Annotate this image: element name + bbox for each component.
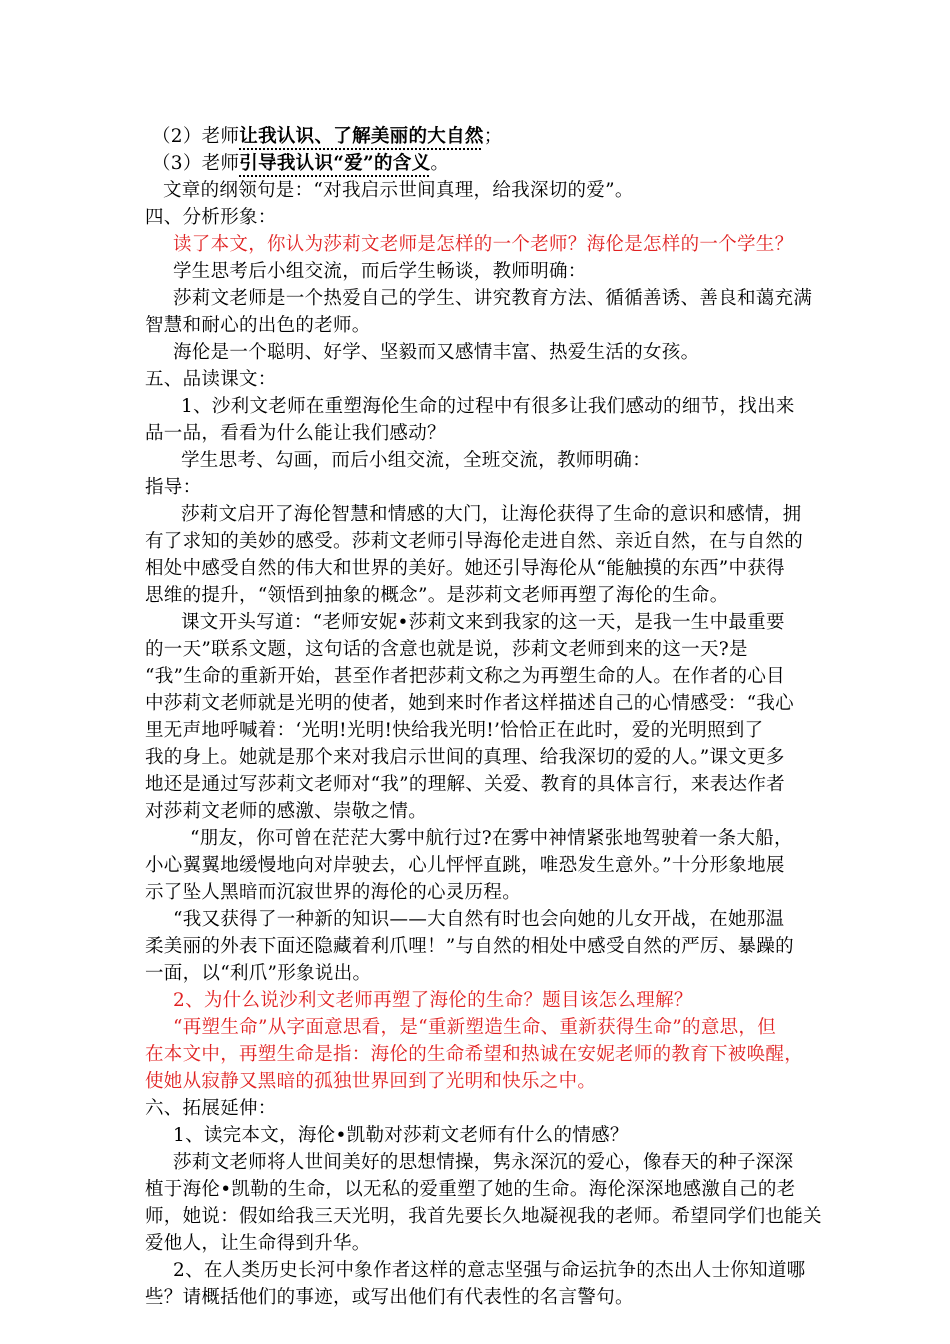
text-line: 学生思考后小组交流，而后学生畅谈，教师明确： [173, 261, 587, 282]
text-line: 示了坠人黑暗而沉寂世界的海伦的心灵历程。 [145, 882, 522, 903]
text-line: 里无声地呼喊着：‘光明!光明!快给我光明!’恰恰正在此时，爱的光明照到了 [145, 720, 764, 741]
list-item: （3）老师引导我认识“爱”的含义。 [152, 153, 450, 174]
text-line: 1、沙利文老师在重塑海伦生命的过程中有很多让我们感动的细节，找出来 [181, 396, 795, 417]
text-line: “我”生命的重新开始，甚至作者把莎莉文称之为再塑生命的人。在作者的心目 [145, 666, 785, 687]
text-line: 课文开头写道：“老师安妮•莎莉文来到我家的这一天，是我一生中最重要 [181, 612, 785, 633]
text-line: 些？请概括他们的事迹，或写出他们有代表性的名言警句。 [145, 1287, 634, 1308]
text-line: 1、读完本文，海伦•凯勒对莎莉文老师有什么的情感？ [173, 1125, 629, 1146]
section-heading: 六、拓展延伸： [145, 1098, 277, 1119]
text-line: 品一品，看看为什么能让我们感动？ [145, 423, 446, 444]
answer-text: 使她从寂静又黑暗的孤独世界回到了光明和快乐之中。 [145, 1071, 597, 1092]
text-line: 一面，以“利爪”形象说出。 [145, 963, 372, 984]
section-heading: 五、品读课文： [145, 369, 277, 390]
text-line: 2、在人类历史长河中象作者这样的意志坚强与命运抗争的杰出人士你知道哪 [173, 1260, 806, 1281]
text-line: 的一天”联系文题，这句话的含意也就是说，莎莉文老师到来的这一天?是 [145, 639, 748, 660]
question-text: 2、为什么说沙利文老师再塑了海伦的生命？题目该怎么理解？ [173, 990, 693, 1011]
text-line: 有了求知的美妙的感受。莎莉文老师引导海伦走进自然、亲近自然，在与自然的 [145, 531, 804, 552]
text-line: 海伦是一个聪明、好学、坚毅而又感情丰富、热爱生活的女孩。 [173, 342, 700, 363]
text-line: 思维的提升，“领悟到抽象的概念”。是莎莉文老师再塑了海伦的生命。 [145, 585, 729, 606]
text-line: 相处中感受自然的伟大和世界的美好。她还引导海伦从“能触摸的东西”中获得 [145, 558, 785, 579]
section-heading: 四、分析形象： [145, 207, 277, 228]
answer-text: 在本文中，再塑生命是指：海伦的生命希望和热诚在安妮老师的教育下被唤醒， [145, 1044, 804, 1065]
text-line: 文章的纲领句是：“对我启示世间真理，给我深切的爱”。 [163, 180, 634, 201]
text-line: 莎莉文启开了海伦智慧和情感的大门，让海伦获得了生命的意识和感情，拥 [181, 504, 802, 525]
text-line: 柔美丽的外表下面还隐藏着利爪哩！”与自然的相处中感受自然的严厉、暴躁的 [145, 936, 794, 957]
text-line: 师，她说：假如给我三天光明，我首先要长久地凝视我的老师。希望同学们也能关 [145, 1206, 822, 1227]
list-item: （2）老师让我认识、了解美丽的大自然； [152, 126, 503, 147]
text-line: 对莎莉文老师的感激、崇敬之情。 [145, 801, 428, 822]
text-line: 我的身上。她就是那个来对我启示世间的真理、给我深切的爱的人。”课文更多 [145, 747, 785, 768]
text-line: 小心翼翼地缓慢地向对岸驶去，心儿怦怦直跳，唯恐发生意外。”十分形象地展 [145, 855, 785, 876]
text-line: 地还是通过写莎莉文老师对“我”的理解、关爱、教育的具体言行，来表达作者 [145, 774, 785, 795]
text-line: 植于海伦•凯勒的生命，以无私的爱重塑了她的生命。海伦深深地感激自己的老 [145, 1179, 796, 1200]
text-line: 中莎莉文老师就是光明的使者，她到来时作者这样描述自己的心情感受：“我心 [145, 693, 794, 714]
text-line: 莎莉文老师将人世间美好的思想情操，隽永深沉的爱心，像春天的种子深深 [173, 1152, 794, 1173]
text-line: 指导： [145, 477, 202, 498]
text-line: 学生思考、勾画，而后小组交流，全班交流，教师明确： [181, 450, 652, 471]
text-line: “我又获得了一种新的知识——大自然有时也会向她的儿女开战，在她那温 [173, 909, 785, 930]
answer-text: “再塑生命”从字面意思看，是“重新塑造生命、重新获得生命”的意思，但 [173, 1017, 777, 1038]
text-line: 莎莉文老师是一个热爱自己的学生、讲究教育方法、循循善诱、善良和蔼充满 [173, 288, 813, 309]
text-line: “朋友，你可曾在茫茫大雾中航行过?在雾中神情紧张地驾驶着一条大船， [190, 828, 793, 849]
question-text: 读了本文，你认为莎莉文老师是怎样的一个老师？海伦是怎样的一个学生？ [173, 234, 794, 255]
text-line: 智慧和耐心的出色的老师。 [145, 315, 371, 336]
text-line: 爱他人，让生命得到升华。 [145, 1233, 371, 1254]
